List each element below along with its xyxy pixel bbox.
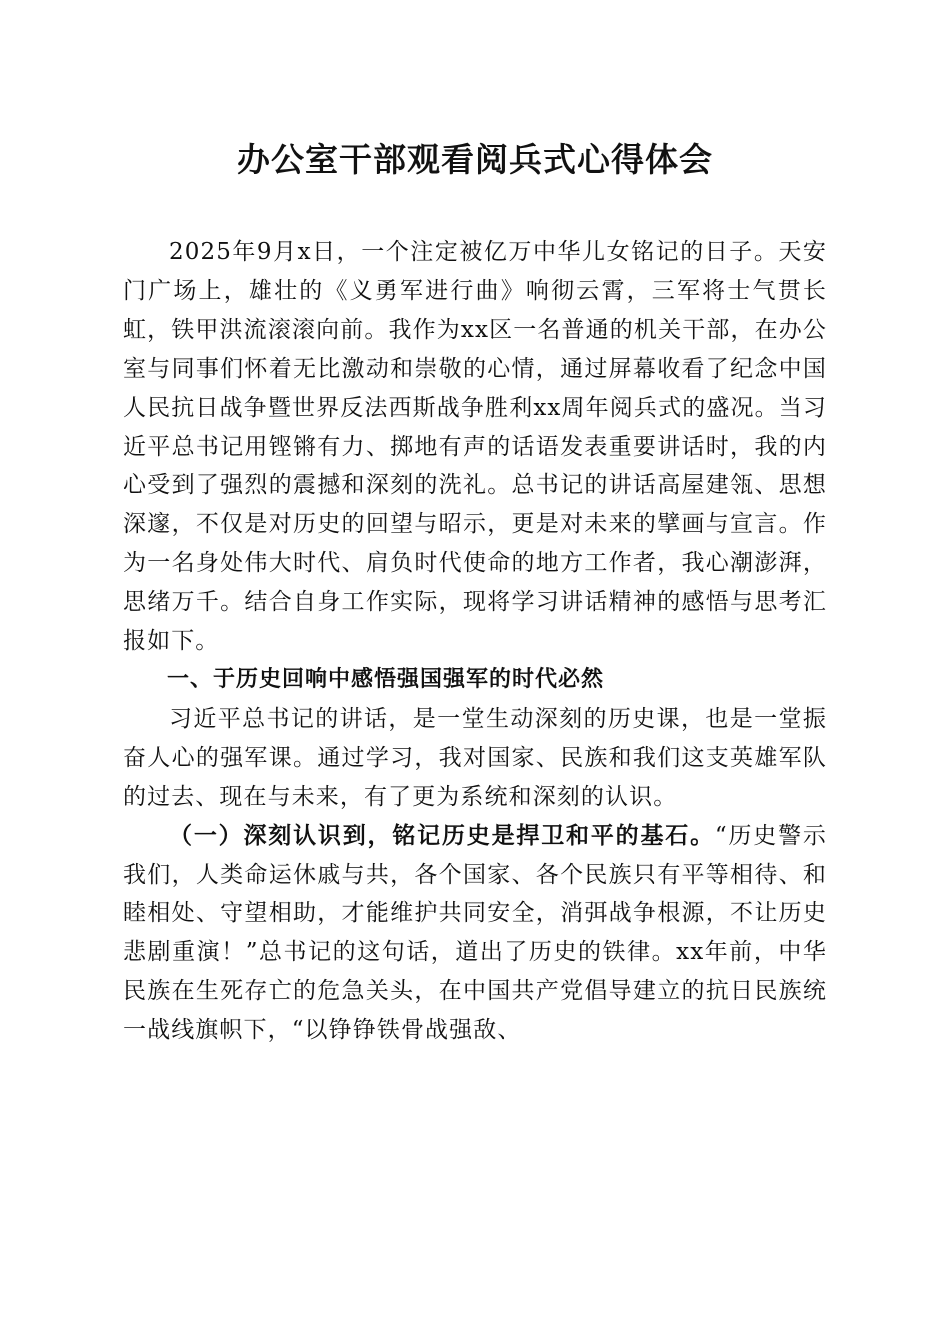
section-1-paragraph: 习近平总书记的讲话，是一堂生动深刻的历史课，也是一堂振奋人心的强军课。通过学习，我对国家、民族和我们这支英雄军队的过去、现在与未来，有了更为系统和深刻的认识。: [123, 705, 827, 810]
document-title: 办公室干部观看阅兵式心得体会: [237, 140, 713, 179]
subsection-1-text: “历史警示我们，人类命运休戚与共，各个国家、各个民族只有平等相待、和睦相处、守望相助，才能维护共同安全，消弭战争根源，不让历史悲剧重演！”总书记的这句话，道出了历史的铁律。xx年前，中华民族在生死存亡的危急关头，在中国共产党倡导建立的抗日民族统一战线旗帜下，“以铮铮铁骨战强敌、: [123, 822, 827, 1044]
subsection-1-paragraph: [123, 817, 827, 1050]
document-body: [123, 233, 827, 1050]
subsection-heading-1: （一）深刻认识到，铭记历史是捍卫和平的基石。: [169, 821, 715, 849]
intro-paragraph: 2025年9月x日，一个注定被亿万中华儿女铭记的日子。天安门广场上，雄壮的《义勇军进行曲》响彻云霄，三军将士气贯长虹，铁甲洪流滚滚向前。我作为xx区一名普通的机关干部，在办公室与同事们怀着无比激动和崇敬的心情，通过屏幕收看了纪念中国人民抗日战争暨世界反法西斯战争胜利xx周年阅兵式的盛况。当习近平总书记用铿锵有力、掷地有声的话语发表重要讲话时，我的内心受到了强烈的震撼和深刻的洗礼。总书记的讲话高屋建瓴、思想深邃，不仅是对历史的回望与昭示，更是对未来的擘画与宣言。作为一名身处伟大时代、肩负时代使命的地方工作者，我心潮澎湃，思绪万千。结合自身工作实际，现将学习讲话精神的感悟与思考汇报如下。: [123, 239, 827, 655]
section-heading-1: 一、于历史回响中感悟强国强军的时代必然: [167, 666, 605, 692]
